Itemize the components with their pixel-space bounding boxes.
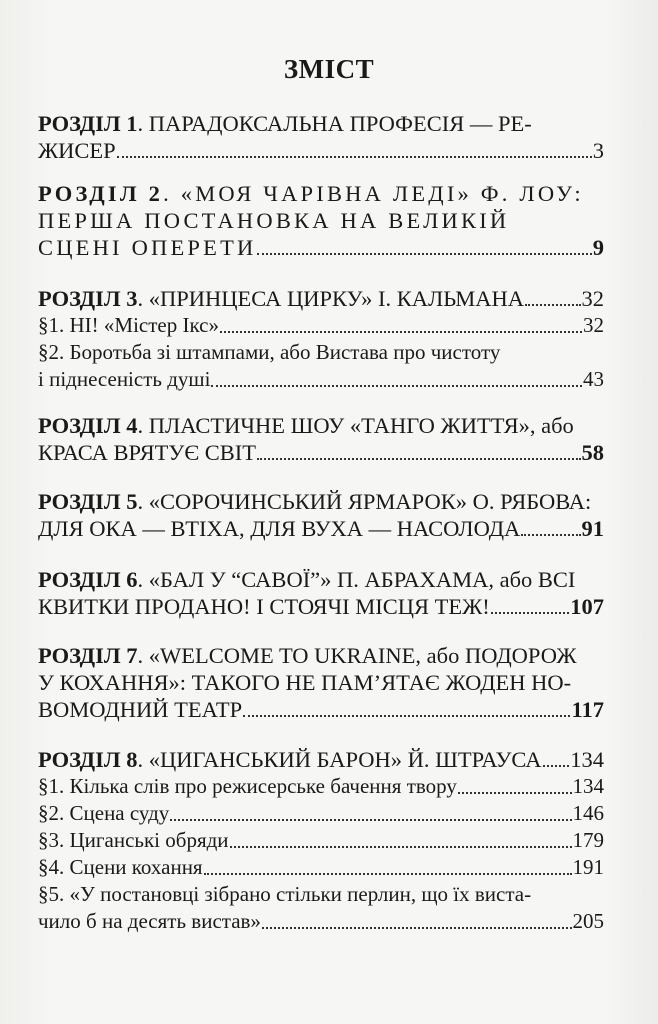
section-entry (38, 312, 604, 339)
page-number: 134 (570, 747, 604, 772)
dot-leader (257, 253, 591, 255)
chapter-title-line: . «БАЛ У “САВОЇ”» П. АБРАХАМА, або ВСІ (137, 567, 576, 592)
dot-leader (230, 846, 572, 848)
chapter-label: РОЗДІЛ 3 (38, 286, 138, 311)
page-number: 58 (581, 440, 604, 465)
section-entry (38, 339, 604, 366)
dot-leader (170, 819, 571, 821)
section-entry (38, 827, 604, 854)
chapter-title-line: . «ЦИГАНСЬКИЙ БАРОН» Й. ШТРАУСА (137, 747, 542, 772)
chapter-title-line: ЖИСЕР (38, 138, 116, 163)
page-number: 191 (572, 855, 604, 879)
chapter-label: РОЗДІЛ 4 (38, 413, 138, 438)
page-number: 179 (572, 828, 604, 852)
section-title-line: і піднесеність душі (38, 367, 211, 391)
section-title: §1. Кілька слів про режисерське бачення твору (38, 774, 457, 798)
chapter-label: РОЗДІЛ 8 (38, 747, 138, 772)
page-number: 146 (572, 801, 604, 825)
toc-entry-chapter-3 (38, 285, 604, 393)
dot-leader (204, 873, 572, 875)
toc-entry-chapter-6 (38, 566, 604, 620)
chapter-label: РОЗДІЛ 2 (38, 181, 164, 206)
toc-entry-chapter-8 (38, 746, 604, 935)
section-title: §3. Циганські обряди (38, 828, 229, 852)
page-number: 117 (571, 697, 604, 722)
dot-leader (117, 156, 592, 158)
chapter-title-line: КВИТКИ ПРОДАНО! І СТОЯЧІ МІСЦЯ ТЕЖ! (38, 594, 490, 619)
page-title: ЗМІСТ (283, 54, 375, 84)
dot-leader (211, 385, 582, 387)
page-number: 205 (572, 909, 604, 933)
page-number: 107 (570, 594, 604, 619)
toc-entry-chapter-4 (38, 412, 604, 466)
page-number: 32 (583, 313, 604, 337)
chapter-title-line: . «WELCOME TO UKRAINE, або ПОДОРОЖ (137, 643, 577, 668)
chapter-title-line: ВОМОДНИЙ ТЕАТР (38, 697, 243, 722)
dot-leader (543, 765, 570, 767)
chapter-title-line: . «СОРОЧИНСЬКИЙ ЯРМАРОК» О. РЯБОВА: (137, 489, 592, 514)
page-number: 134 (572, 774, 604, 798)
chapter-title-line: . ПАРАДОКСАЛЬНА ПРОФЕСІЯ — РЕ- (137, 111, 532, 136)
chapter-title-line: . ПЛАСТИЧНЕ ШОУ «ТАНГО ЖИТТЯ», або (137, 413, 574, 438)
chapter-title-line: . «ПРИНЦЕСА ЦИРКУ» І. КАЛЬМАНА (137, 286, 524, 311)
chapter-title-line: СЦЕНІ ОПЕРЕТИ (38, 235, 257, 260)
section-title: §2. Сцена суду (38, 801, 170, 825)
toc-entry-chapter-7 (38, 642, 604, 723)
section-entry (38, 854, 604, 881)
section-entry (38, 800, 604, 827)
chapter-label: РОЗДІЛ 6 (38, 567, 138, 592)
chapter-label: РОЗДІЛ 5 (38, 489, 138, 514)
chapter-title-line: ДЛЯ ОКА — ВТІХА, ДЛЯ ВУХА — НАСОЛОДА (38, 516, 521, 541)
page-number: 3 (592, 138, 604, 163)
chapter-title-line: . «МОЯ ЧАРІВНА ЛЕДІ» Ф. ЛОУ: (163, 181, 584, 206)
section-title: §1. НІ! «Містер Ікс» (38, 313, 219, 337)
page-number: 91 (581, 516, 604, 541)
toc-entry-chapter-2 (38, 180, 604, 261)
dot-leader (257, 458, 580, 460)
chapter-label: РОЗДІЛ 1 (38, 111, 138, 136)
toc-entry-chapter-5 (38, 488, 604, 542)
section-title: §2. Боротьба зі штампами, або Вистава про чистоту (38, 340, 501, 364)
dot-leader (220, 331, 582, 333)
chapter-label: РОЗДІЛ 7 (38, 643, 138, 668)
dot-leader (521, 534, 580, 536)
dot-leader (262, 927, 572, 929)
dot-leader (525, 304, 581, 306)
page-number: 9 (592, 235, 604, 260)
chapter-title-line: У КОХАННЯ»: ТАКОГО НЕ ПАМ’ЯТАЄ ЖОДЕН НО- (38, 670, 572, 695)
section-title: §4. Сцени кохання (38, 855, 203, 879)
dot-leader (491, 612, 570, 614)
chapter-title-line: ПЕРША ПОСТАНОВКА НА ВЕЛИКІЙ (38, 208, 510, 233)
page-number: 32 (581, 286, 604, 311)
toc-entry-chapter-1 (38, 110, 604, 164)
chapter-title-line: КРАСА ВРЯТУЄ СВІТ (38, 440, 257, 465)
section-title: §5. «У постановці зібрано стільки перлин, що їх виста- (38, 882, 532, 906)
dot-leader (243, 715, 570, 717)
section-entry (38, 773, 604, 800)
dot-leader (458, 792, 572, 794)
section-entry (38, 881, 604, 908)
page-number: 43 (583, 367, 604, 391)
section-title-line: чило б на десять вистав» (38, 909, 261, 933)
